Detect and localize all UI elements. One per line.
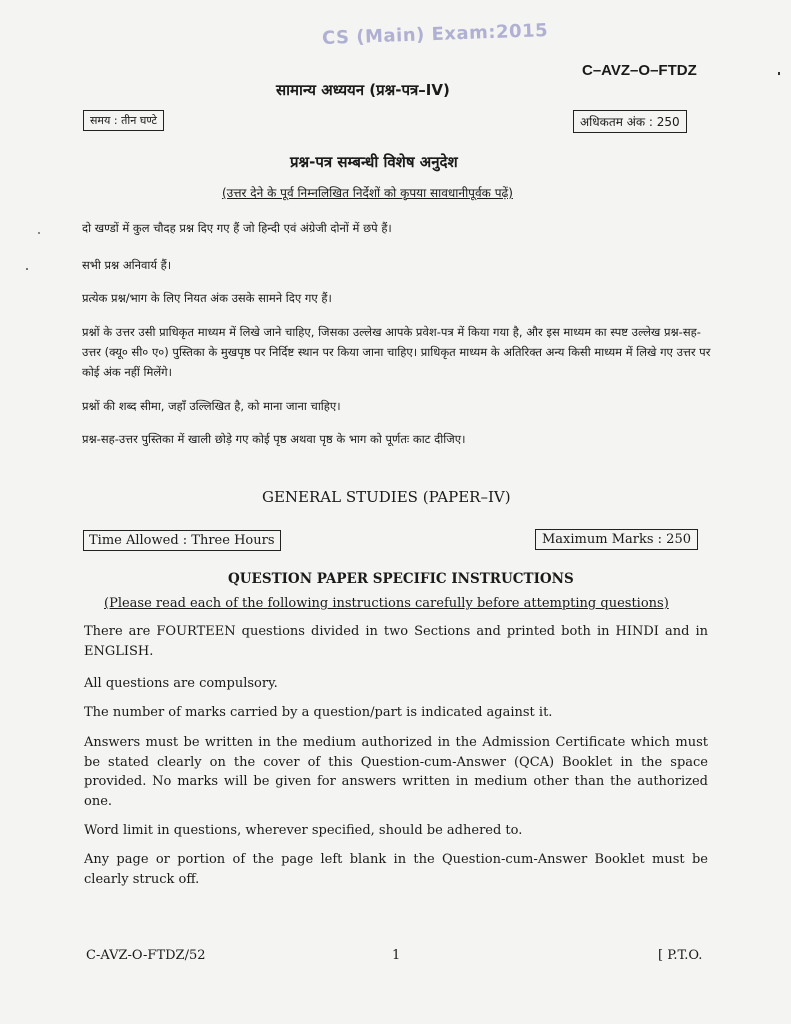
hindi-instruction: सभी प्रश्न अनिवार्य हैं।	[82, 258, 172, 272]
hindi-instructions-subheading: (उत्तर देने के पूर्व निम्नलिखित निर्देशों को कृपया सावधानीपूर्वक पढ़ें)	[222, 186, 513, 200]
english-instruction: Word limit in questions, wherever specified, should be adhered to.	[84, 823, 523, 838]
paper-code: C–AVZ–O–FTDZ	[582, 62, 697, 79]
hindi-instruction: प्रश्नों के उत्तर उसी प्राधिकृत माध्यम में लिखे जाने चाहिए, जिसका उल्लेख आपके प्रवेश-पत्र में किया गया है, और इस माध्यम का स्पष्ट उल्लेख प्रश्न-सह-उत्तर (क्यू० सी० ए०) पुस्तिका के मुखपृष्ठ पर निर्दिष्ट स्थान पर किया जाना चाहिए। प्राधिकृत माध्यम के अतिरिक्त अन्य किसी माध्यम में लिखे गए उत्तर पर कोई अंक नहीं मिलेंगे।	[82, 325, 711, 379]
english-instruction: All questions are compulsory.	[84, 676, 278, 691]
english-instruction: There are FOURTEEN questions divided in two Sections and printed both in HINDI and in ENGLISH.	[84, 624, 708, 659]
english-instruction: The number of marks carried by a question/part is indicated against it.	[84, 705, 553, 720]
english-instructions-heading: QUESTION PAPER SPECIFIC INSTRUCTIONS	[228, 571, 574, 587]
hindi-time-allowed: समय : तीन घण्टे	[83, 110, 164, 131]
hindi-instruction: प्रत्येक प्रश्न/भाग के लिए नियत अंक उसके सामने दिए गए हैं।	[82, 291, 332, 305]
page-number: 1	[392, 948, 401, 963]
english-time-allowed: Time Allowed : Three Hours	[83, 530, 281, 551]
exam-stamp: CS (Main) Exam:2015	[321, 20, 549, 49]
footer-paper-code: C-AVZ-O-FTDZ/52	[86, 948, 206, 963]
english-maximum-marks: Maximum Marks : 250	[535, 529, 698, 550]
please-turn-over: [ P.T.O.	[658, 948, 703, 963]
hindi-paper-title: सामान्य अध्ययन (प्रश्न-पत्र–IV)	[276, 81, 450, 99]
english-paper-title: GENERAL STUDIES (PAPER–IV)	[262, 488, 511, 506]
scan-speck	[26, 268, 28, 270]
hindi-instruction: प्रश्न-सह-उत्तर पुस्तिका में खाली छोड़े गए कोई पृष्ठ अथवा पृष्ठ के भाग को पूर्णतः काट दीजिए।	[82, 432, 466, 446]
hindi-maximum-marks: अधिकतम अंक : 250	[573, 110, 687, 133]
hindi-instructions-heading: प्रश्न-पत्र सम्बन्धी विशेष अनुदेश	[290, 153, 458, 171]
scan-speck	[778, 72, 780, 75]
english-instruction: Answers must be written in the medium authorized in the Admission Certificate which must be stated clearly on the cover of this Question-cum-Answer (QCA) Booklet in the space provided. No marks will be given for answers written in medium other than the authorized one.	[84, 735, 708, 809]
english-instructions-subheading: (Please read each of the following instructions carefully before attempting questions)	[104, 596, 669, 611]
hindi-instruction: प्रश्नों की शब्द सीमा, जहाँ उल्लिखित है, को माना जाना चाहिए।	[82, 399, 341, 413]
scan-speck	[38, 232, 40, 234]
english-instruction: Any page or portion of the page left blank in the Question-cum-Answer Booklet must be clearly struck off.	[84, 852, 708, 887]
hindi-instruction: दो खण्डों में कुल चौदह प्रश्न दिए गए हैं जो हिन्दी एवं अंग्रेजी दोनों में छपे हैं।	[82, 221, 392, 235]
